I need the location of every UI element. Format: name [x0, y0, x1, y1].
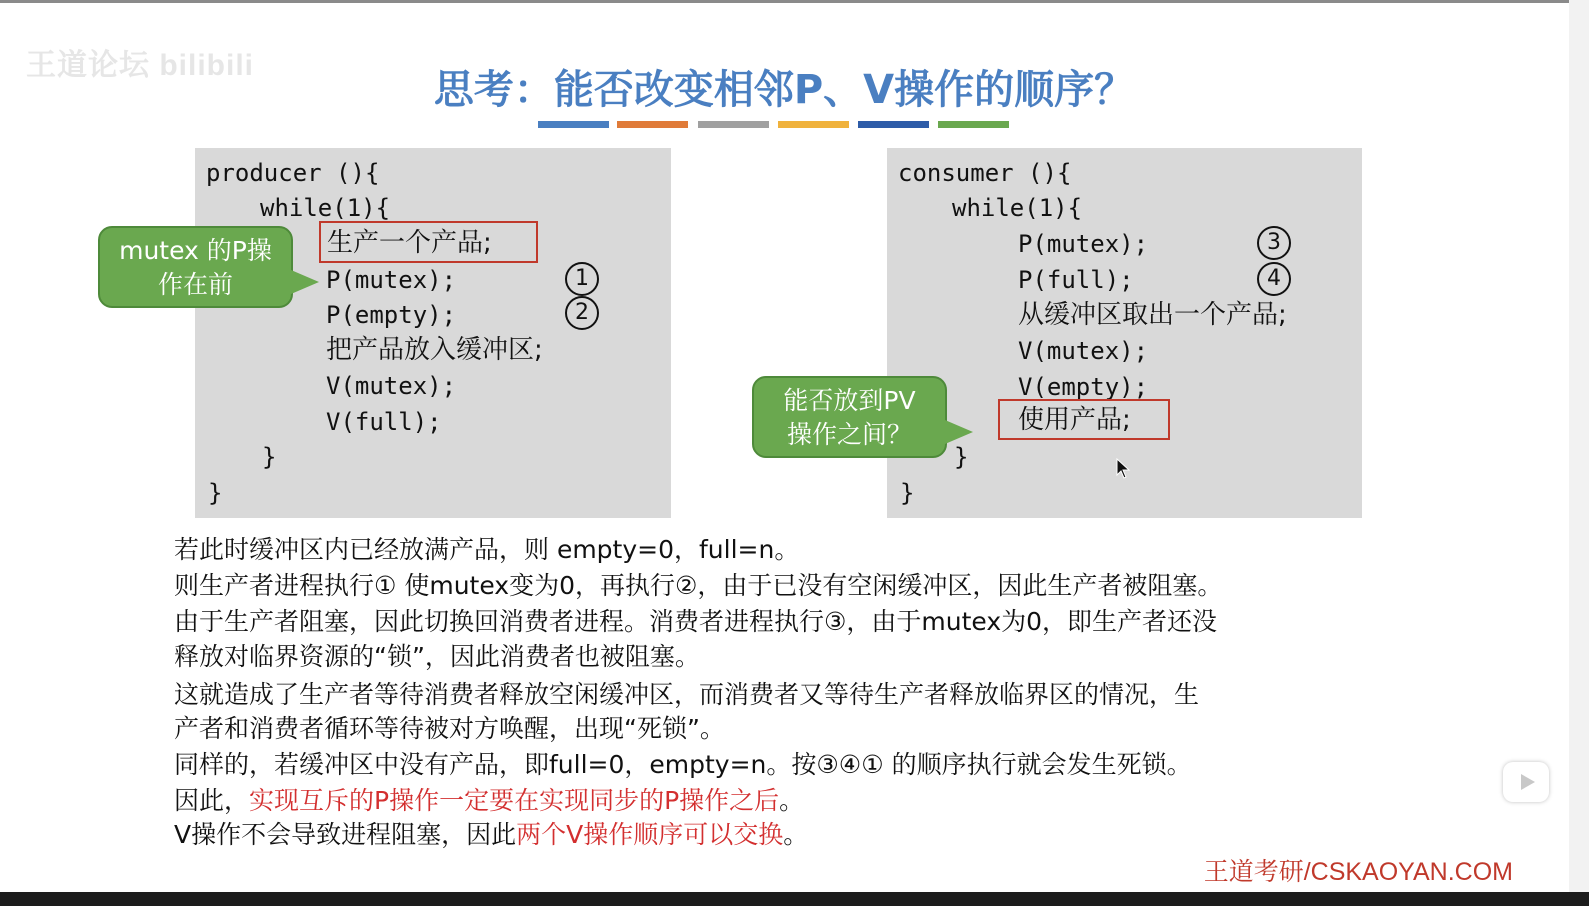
color-bar-segment [698, 121, 769, 128]
text-fragment: 。 [779, 786, 805, 815]
footer-brand: 王道考研/CSKAOYAN.COM [1203, 858, 1513, 886]
text-line: 产者和消费者循环等待被对方唤醒，出现“死锁”。 [174, 714, 725, 743]
text-line [174, 784, 804, 818]
callout-line: 操作之间？ [786, 420, 912, 449]
bottom-bar [0, 892, 1589, 906]
text-fragment: 。 [783, 820, 809, 849]
code-line: 使用产品; [1018, 405, 1131, 435]
text-fragment: 因此， [174, 786, 250, 815]
code-line: } [954, 443, 969, 471]
callout-line: mutex 的P操 [119, 236, 272, 265]
code-line: P(full); [1018, 266, 1134, 294]
text-line: 若此时缓冲区内已经放满产品，则 empty=0，full=n。 [174, 535, 800, 564]
color-bar-segment [938, 121, 1009, 128]
highlighted-text: 两个V操作顺序可以交换 [516, 820, 784, 849]
callout-tail [945, 420, 973, 444]
code-line: V(mutex); [326, 372, 457, 400]
code-line: producer (){ [206, 159, 380, 187]
mouse-cursor-icon [1116, 458, 1132, 480]
code-line: 生产一个产品; [327, 228, 492, 258]
code-line: P(mutex); [326, 266, 457, 294]
code-line: P(mutex); [1018, 230, 1149, 258]
code-line: } [208, 479, 223, 507]
code-line: while(1){ [260, 194, 391, 222]
text-line [174, 818, 808, 852]
highlight-box [998, 399, 1170, 440]
watermark: 王道论坛 bilibili [26, 49, 254, 82]
code-line: } [262, 443, 277, 471]
text-line: 同样的，若缓冲区中没有产品，即full=0，empty=n。按③④① 的顺序执行就会发生死锁。 [174, 750, 1192, 779]
callout-bubble-mutex [98, 226, 293, 308]
code-line: } [900, 479, 915, 507]
code-line: V(full); [326, 408, 442, 436]
text-line: 这就造成了生产者等待消费者释放空闲缓冲区，而消费者又等待生产者释放临界区的情况，生 [174, 680, 1200, 709]
color-bar-segment [617, 121, 688, 128]
text-line: 释放对临界资源的“锁”，因此消费者也被阻塞。 [174, 642, 700, 671]
step-marker-1: 1 [565, 262, 599, 296]
code-line: V(empty); [1018, 373, 1149, 401]
callout-line: 作在前 [157, 270, 233, 299]
code-line: P(empty); [326, 301, 457, 329]
step-marker-4: 4 [1257, 262, 1291, 296]
text-line: 由于生产者阻塞，因此切换回消费者进程。消费者进程执行③，由于mutex为0，即生产者还没 [174, 607, 1218, 636]
code-line: while(1){ [952, 194, 1083, 222]
code-line: V(mutex); [1018, 337, 1149, 365]
slide-title: 思考：能否改变相邻P、V操作的顺序？ [433, 67, 1135, 113]
highlight-box [319, 221, 538, 263]
text-line: 则生产者进程执行① 使mutex变为0，再执行②，由于已没有空闲缓冲区，因此生产者被阻塞。 [174, 571, 1223, 600]
color-bar-segment [858, 121, 929, 128]
callout-bubble-pv [752, 376, 947, 458]
top-border [0, 0, 1589, 3]
color-bar-segment [778, 121, 849, 128]
video-play-icon[interactable] [1503, 762, 1549, 802]
highlighted-text: 实现互斥的P操作一定要在实现同步的P操作之后 [249, 786, 780, 815]
text-fragment: V操作不会导致进程阻塞，因此 [174, 820, 517, 849]
code-line: 把产品放入缓冲区; [326, 335, 543, 365]
step-marker-3: 3 [1257, 226, 1291, 260]
step-marker-2: 2 [565, 296, 599, 330]
color-bar-segment [538, 121, 609, 128]
code-line: 从缓冲区取出一个产品; [1018, 300, 1287, 330]
callout-line: 能否放到PV [783, 386, 916, 415]
code-line: consumer (){ [898, 159, 1072, 187]
callout-tail [291, 270, 319, 294]
right-edge [1569, 0, 1589, 892]
